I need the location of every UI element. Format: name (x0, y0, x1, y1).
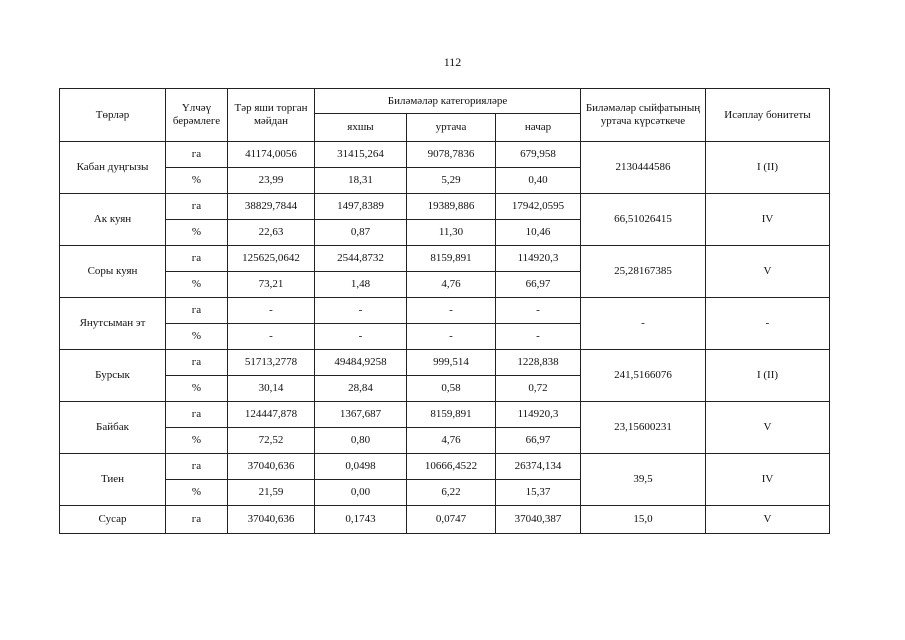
good-cell: 49484,9258 (315, 350, 407, 376)
average-cell: 9078,7836 (407, 142, 496, 168)
unit-cell: га (166, 194, 228, 220)
quality-index-cell: 39,5 (581, 454, 706, 506)
area-cell: 30,14 (228, 376, 315, 402)
species-name: Байбак (60, 402, 166, 454)
unit-cell: % (166, 480, 228, 506)
good-cell: 2544,8732 (315, 246, 407, 272)
bonitet-cell: I (II) (706, 350, 830, 402)
area-cell: 22,63 (228, 220, 315, 246)
good-cell: 0,1743 (315, 506, 407, 534)
header-species: Төрләр (60, 89, 166, 142)
area-cell: 37040,636 (228, 506, 315, 534)
area-cell: 38829,7844 (228, 194, 315, 220)
species-name: Тиен (60, 454, 166, 506)
poor-cell: 10,46 (496, 220, 581, 246)
table-row (60, 506, 830, 534)
average-cell: 6,22 (407, 480, 496, 506)
header-average: уртача (407, 114, 496, 142)
unit-cell: % (166, 168, 228, 194)
area-cell: 23,99 (228, 168, 315, 194)
poor-cell: 679,958 (496, 142, 581, 168)
good-cell: 0,87 (315, 220, 407, 246)
area-cell: 72,52 (228, 428, 315, 454)
good-cell: 18,31 (315, 168, 407, 194)
poor-cell: 17942,0595 (496, 194, 581, 220)
area-cell: 125625,0642 (228, 246, 315, 272)
poor-cell: 37040,387 (496, 506, 581, 534)
species-name: Сусар (60, 506, 166, 534)
area-cell: 37040,636 (228, 454, 315, 480)
good-cell: 0,00 (315, 480, 407, 506)
species-name: Соры куян (60, 246, 166, 298)
unit-cell: % (166, 376, 228, 402)
poor-cell: 26374,134 (496, 454, 581, 480)
species-name: Кабан дуңгызы (60, 142, 166, 194)
good-cell: - (315, 324, 407, 350)
area-cell: 51713,2778 (228, 350, 315, 376)
average-cell: 0,58 (407, 376, 496, 402)
unit-cell: га (166, 402, 228, 428)
page-number: 112 (443, 55, 462, 69)
good-cell: 0,80 (315, 428, 407, 454)
poor-cell: - (496, 298, 581, 324)
table-row (60, 142, 830, 168)
good-cell: 0,0498 (315, 454, 407, 480)
bonitet-cell: IV (706, 454, 830, 506)
good-cell: 28,84 (315, 376, 407, 402)
species-name: Янутсыман эт (60, 298, 166, 350)
area-cell: 124447,878 (228, 402, 315, 428)
poor-cell: 0,40 (496, 168, 581, 194)
good-cell: 1497,8389 (315, 194, 407, 220)
good-cell: 31415,264 (315, 142, 407, 168)
average-cell: 5,29 (407, 168, 496, 194)
average-cell: 999,514 (407, 350, 496, 376)
species-table (59, 88, 830, 534)
quality-index-cell: 23,15600231 (581, 402, 706, 454)
poor-cell: 0,72 (496, 376, 581, 402)
bonitet-cell: V (706, 506, 830, 534)
header-unit: Үлчәү берәмлеге (166, 89, 228, 142)
table-row (60, 454, 830, 480)
average-cell: 0,0747 (407, 506, 496, 534)
poor-cell: 114920,3 (496, 402, 581, 428)
average-cell: 19389,886 (407, 194, 496, 220)
species-name: Бурсык (60, 350, 166, 402)
bonitet-cell: V (706, 402, 830, 454)
average-cell: 4,76 (407, 272, 496, 298)
bonitet-cell: - (706, 298, 830, 350)
average-cell: 8159,891 (407, 402, 496, 428)
quality-index-cell: - (581, 298, 706, 350)
quality-index-cell: 241,5166076 (581, 350, 706, 402)
unit-cell: га (166, 506, 228, 534)
unit-cell: га (166, 246, 228, 272)
table-row (60, 298, 830, 324)
good-cell: - (315, 298, 407, 324)
species-name: Ак куян (60, 194, 166, 246)
header-good: яхшы (315, 114, 407, 142)
average-cell: 11,30 (407, 220, 496, 246)
poor-cell: - (496, 324, 581, 350)
bonitet-cell: V (706, 246, 830, 298)
header-quality-index: Биләмәләр сыйфатының уртача күрсәткече (581, 89, 706, 142)
average-cell: 10666,4522 (407, 454, 496, 480)
table-row (60, 194, 830, 220)
header-categories: Биләмәләр категорияләре (315, 89, 581, 114)
area-cell: 41174,0056 (228, 142, 315, 168)
average-cell: - (407, 298, 496, 324)
poor-cell: 15,37 (496, 480, 581, 506)
bonitet-cell: IV (706, 194, 830, 246)
unit-cell: га (166, 298, 228, 324)
area-cell: - (228, 298, 315, 324)
average-cell: - (407, 324, 496, 350)
unit-cell: % (166, 428, 228, 454)
poor-cell: 1228,838 (496, 350, 581, 376)
poor-cell: 114920,3 (496, 246, 581, 272)
unit-cell: % (166, 272, 228, 298)
area-cell: 73,21 (228, 272, 315, 298)
unit-cell: га (166, 454, 228, 480)
quality-index-cell: 2130444586 (581, 142, 706, 194)
poor-cell: 66,97 (496, 428, 581, 454)
unit-cell: га (166, 142, 228, 168)
quality-index-cell: 66,51026415 (581, 194, 706, 246)
header-bonitet: Исәплау бонитеты (706, 89, 830, 142)
unit-cell: % (166, 220, 228, 246)
bonitet-cell: I (II) (706, 142, 830, 194)
good-cell: 1,48 (315, 272, 407, 298)
unit-cell: га (166, 350, 228, 376)
area-cell: 21,59 (228, 480, 315, 506)
good-cell: 1367,687 (315, 402, 407, 428)
unit-cell: % (166, 324, 228, 350)
average-cell: 4,76 (407, 428, 496, 454)
table-row (60, 350, 830, 376)
quality-index-cell: 15,0 (581, 506, 706, 534)
table-row (60, 246, 830, 272)
quality-index-cell: 25,28167385 (581, 246, 706, 298)
table-row (60, 402, 830, 428)
area-cell: - (228, 324, 315, 350)
header-area: Тәр яши торган мәйдан (228, 89, 315, 142)
average-cell: 8159,891 (407, 246, 496, 272)
header-poor: начар (496, 114, 581, 142)
poor-cell: 66,97 (496, 272, 581, 298)
